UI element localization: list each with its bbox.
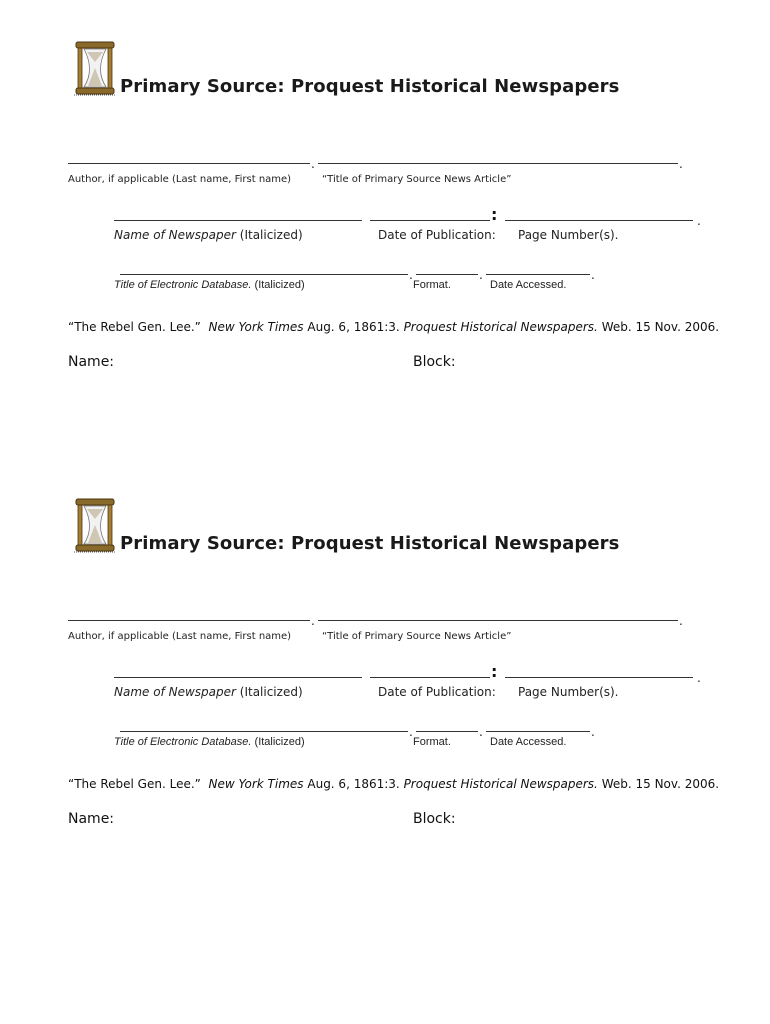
period: .: [591, 268, 595, 282]
format-blank[interactable]: [416, 274, 478, 275]
date-blank[interactable]: [370, 220, 490, 221]
period: .: [679, 157, 683, 171]
period: .: [311, 614, 315, 628]
example-citation: “The Rebel Gen. Lee.” New York Times Aug. 6, 1861:3. Proquest Historical Newspapers. Web. 15 Nov. 2006.: [68, 777, 720, 791]
article-title-blank[interactable]: [318, 163, 678, 164]
database-label: Title of Electronic Database. (Italicized): [114, 279, 305, 291]
period: .: [697, 671, 701, 685]
database-blank[interactable]: [120, 274, 408, 275]
format-label: Format.: [413, 279, 451, 291]
accessed-blank[interactable]: [486, 731, 590, 732]
author-label: Author, if applicable (Last name, First name): [68, 631, 292, 642]
author-blank[interactable]: [68, 163, 310, 164]
citation-worksheet-bottom: [0, 457, 770, 914]
date-label: Date of Publication:: [378, 228, 496, 242]
hourglass-icon: [72, 497, 118, 553]
author-label: Author, if applicable (Last name, First name): [68, 174, 292, 185]
name-label: Name:: [68, 354, 115, 370]
newspaper-label: Name of Newspaper (Italicized): [114, 228, 303, 242]
worksheet-title: Primary Source: Proquest Historical Newspapers: [120, 76, 620, 97]
author-blank[interactable]: [68, 620, 310, 621]
date-label: Date of Publication:: [378, 685, 496, 699]
period: .: [479, 725, 483, 739]
example-citation: “The Rebel Gen. Lee.” New York Times Aug. 6, 1861:3. Proquest Historical Newspapers. Web. 15 Nov. 2006.: [68, 320, 720, 334]
accessed-blank[interactable]: [486, 274, 590, 275]
database-blank[interactable]: [120, 731, 408, 732]
database-label: Title of Electronic Database. (Italicized): [114, 736, 305, 748]
hourglass-icon: [72, 40, 118, 96]
period: .: [591, 725, 595, 739]
citation-worksheet-top: [0, 0, 770, 457]
page-blank[interactable]: [505, 677, 693, 678]
newspaper-blank[interactable]: [114, 677, 362, 678]
period: .: [679, 614, 683, 628]
article-title-label: “Title of Primary Source News Article”: [322, 174, 512, 185]
format-label: Format.: [413, 736, 451, 748]
period: .: [409, 725, 413, 739]
block-label: Block:: [413, 354, 456, 370]
page-blank[interactable]: [505, 220, 693, 221]
name-label: Name:: [68, 811, 115, 827]
newspaper-label: Name of Newspaper (Italicized): [114, 685, 303, 699]
accessed-label: Date Accessed.: [490, 736, 567, 748]
accessed-label: Date Accessed.: [490, 279, 567, 291]
page-label: Page Number(s).: [518, 685, 619, 699]
colon: :: [491, 205, 498, 224]
period: .: [311, 157, 315, 171]
format-blank[interactable]: [416, 731, 478, 732]
worksheet-title: Primary Source: Proquest Historical Newspapers: [120, 533, 620, 554]
block-label: Block:: [413, 811, 456, 827]
period: .: [409, 268, 413, 282]
article-title-label: “Title of Primary Source News Article”: [322, 631, 512, 642]
newspaper-blank[interactable]: [114, 220, 362, 221]
page-label: Page Number(s).: [518, 228, 619, 242]
article-title-blank[interactable]: [318, 620, 678, 621]
period: .: [697, 214, 701, 228]
period: .: [479, 268, 483, 282]
date-blank[interactable]: [370, 677, 490, 678]
colon: :: [491, 662, 498, 681]
